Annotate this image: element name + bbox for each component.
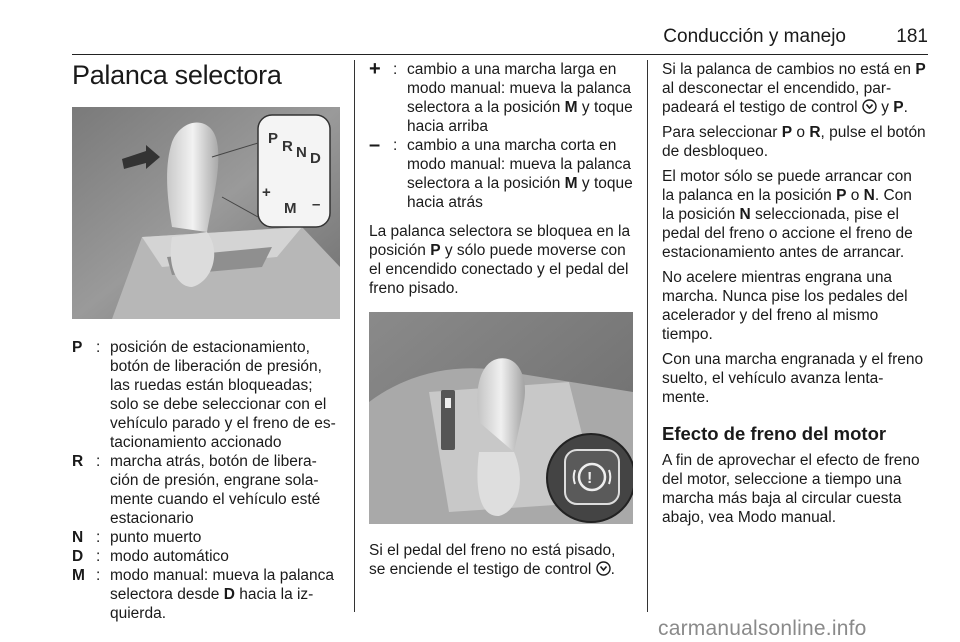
definition-colon: : bbox=[96, 453, 101, 470]
brake-pedal-warning-icon bbox=[596, 561, 611, 576]
subheading-engine-braking: Efecto de freno del motor bbox=[662, 423, 887, 444]
column-3 bbox=[662, 60, 928, 533]
column-divider bbox=[354, 60, 355, 612]
page-header bbox=[72, 0, 928, 55]
gear-definitions bbox=[72, 338, 340, 623]
definition-term: D bbox=[72, 548, 84, 565]
shift-label-plus: + bbox=[262, 184, 271, 201]
definition-colon: : bbox=[96, 567, 101, 584]
column-2 bbox=[369, 60, 633, 585]
minus-symbol: – bbox=[369, 134, 381, 156]
definition-text: posición de estacionamiento, botón de liberación de presión, las ruedas están bloqueadas; solo se debe seleccionar con el vehículo parado y el freno de es‐tacionamiento accionado bbox=[110, 339, 336, 451]
definition-text: modo automático bbox=[110, 548, 229, 565]
shift-label-m: M bbox=[284, 200, 297, 217]
brake-indicator-paragraph: Si el pedal del freno no está pisado, se enciende el testigo de control . bbox=[369, 542, 616, 578]
definition-text: cambio a una marcha corta en modo manual: mueva la palanca selectora a la posición M y toque hacia atrás bbox=[407, 137, 633, 211]
shift-label-p: P bbox=[268, 130, 279, 147]
shift-label-r: R bbox=[282, 138, 293, 155]
definition-colon: : bbox=[96, 548, 101, 565]
definition-m bbox=[72, 566, 340, 623]
definition-r bbox=[72, 452, 340, 528]
manual-mode-definitions bbox=[369, 60, 633, 212]
shift-label-d: D bbox=[310, 150, 321, 167]
paragraph-5: Con una marcha engranada y el freno suelto, el vehículo avanza lenta‐mente. bbox=[662, 351, 924, 406]
column-1 bbox=[72, 60, 340, 623]
page-heading: Palanca selectora bbox=[72, 60, 282, 90]
definition-term: M bbox=[72, 567, 85, 584]
definition-d bbox=[72, 547, 340, 566]
definition-minus bbox=[369, 136, 633, 212]
definition-text: marcha atrás, botón de libera‐ción de presión, engrane sola‐mente cuando el vehículo esté estacionario bbox=[110, 453, 321, 527]
brake-pedal-warning-icon bbox=[862, 99, 877, 114]
definition-text: modo manual: mueva la palanca selectora desde D hacia la iz‐quierda. bbox=[110, 567, 335, 622]
column-divider bbox=[647, 60, 648, 612]
svg-text:!: ! bbox=[587, 470, 593, 487]
paragraph-1: Si la palanca de cambios no está en P al desconectar el encendido, par‐padeará el testigo de control y P. bbox=[662, 61, 926, 116]
definition-term: R bbox=[72, 453, 84, 470]
paragraph-3: El motor sólo se puede arrancar con la palanca en la posición P o N. Con la posición N seleccionada, pise el pedal del freno o accione el freno de estacionamiento antes de arrancar. bbox=[662, 168, 913, 261]
shift-label-n: N bbox=[296, 144, 307, 161]
page-number: 181 bbox=[896, 26, 928, 47]
definition-text: punto muerto bbox=[110, 529, 202, 546]
definition-colon: : bbox=[393, 137, 398, 154]
paragraph-6: A fin de aprovechar el efecto de freno del motor, seleccione a tiempo una marcha más baja al circular cuesta abajo, vea Modo manual. bbox=[662, 452, 920, 526]
definition-colon: : bbox=[96, 529, 101, 546]
definition-n bbox=[72, 528, 340, 547]
definition-plus bbox=[369, 60, 633, 136]
definition-p bbox=[72, 338, 340, 452]
plus-symbol: + bbox=[369, 58, 381, 80]
paragraph-2: Para seleccionar P o R, pulse el botón de desbloqueo. bbox=[662, 124, 926, 160]
paragraph-4: No acelere mientras engrana una marcha. Nunca pise los pedales del acelerador y del freno al mismo tiempo. bbox=[662, 269, 908, 343]
definition-text: cambio a una marcha larga en modo manual: mueva la palanca selectora a la posición M y toque hacia arriba bbox=[407, 61, 633, 135]
definition-term: P bbox=[72, 339, 83, 356]
section-title: Conducción y manejo bbox=[663, 26, 846, 47]
lock-paragraph: La palanca selectora se bloquea en la posición P y sólo puede moverse con el encendido conectado y el pedal del freno pisado. bbox=[369, 223, 631, 297]
watermark: carmanualsonline.info bbox=[658, 617, 867, 640]
definition-colon: : bbox=[96, 339, 101, 356]
definition-colon: : bbox=[393, 61, 398, 78]
gear-lever-brake-photo bbox=[369, 312, 633, 524]
shift-label-minus: – bbox=[312, 196, 321, 213]
gear-selector-photo bbox=[72, 107, 340, 319]
definition-term: N bbox=[72, 529, 84, 546]
